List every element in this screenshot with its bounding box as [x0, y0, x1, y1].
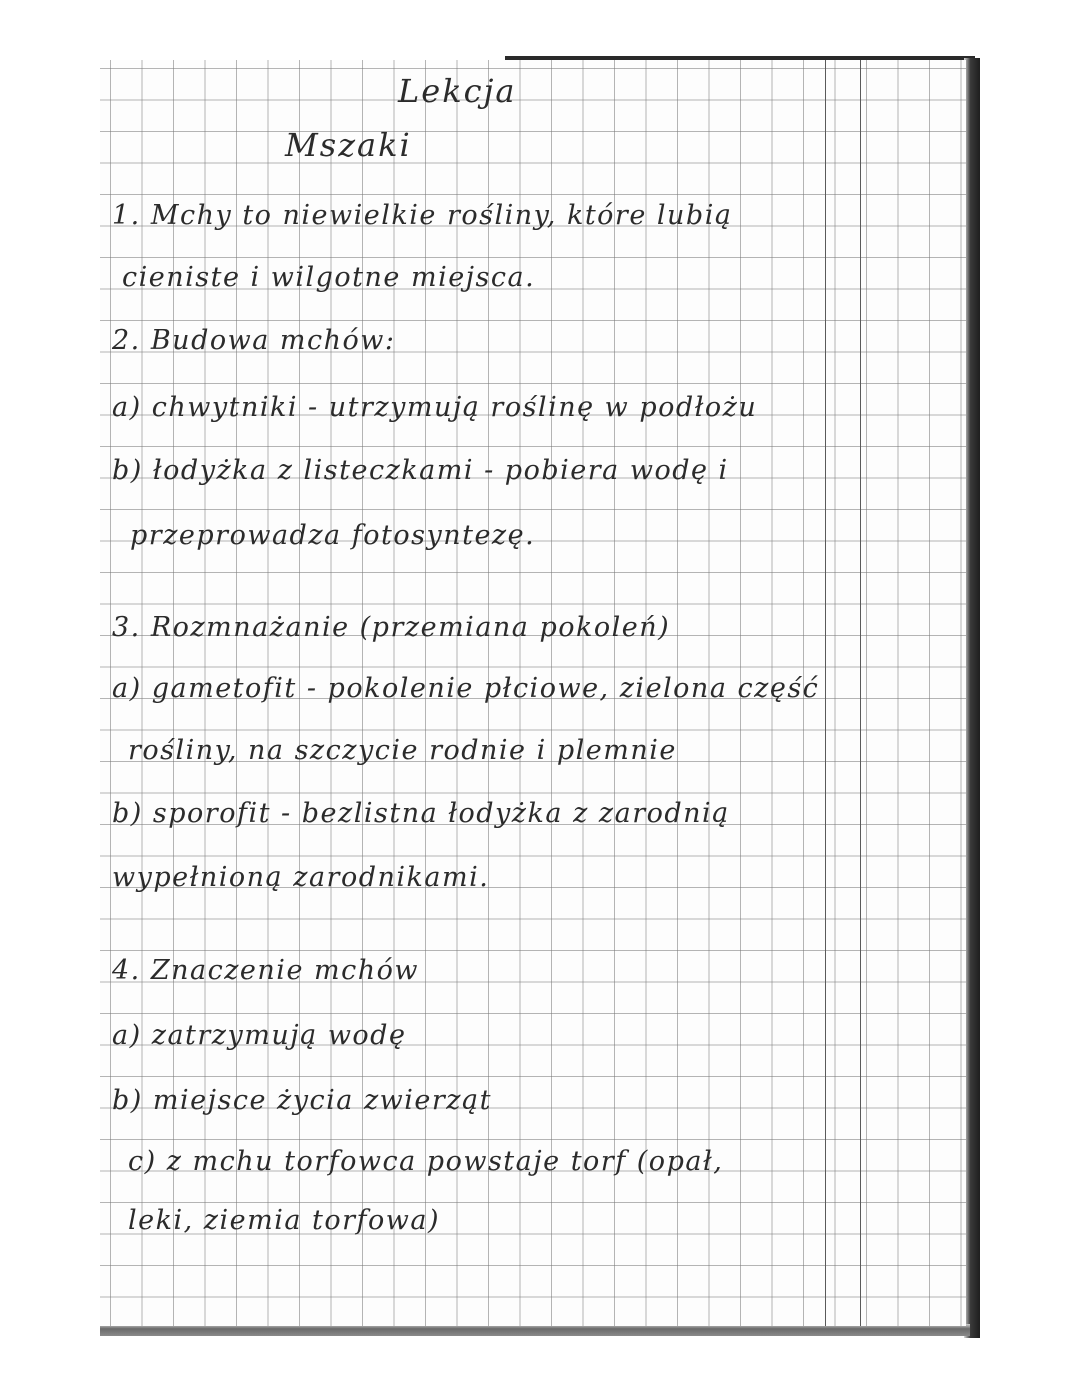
- note-line: leki, ziemia torfowa): [128, 1205, 441, 1236]
- note-line: c) z mchu torfowca powstaje torf (opał,: [128, 1146, 724, 1177]
- note-line: przeprowadza fotosyntezę.: [130, 520, 536, 551]
- note-line: cieniste i wilgotne miejsca.: [122, 262, 536, 293]
- note-line: a) zatrzymują wodę: [112, 1020, 407, 1051]
- note-line: 3. Rozmnażanie (przemiana pokoleń): [112, 612, 671, 643]
- note-line: 2. Budowa mchów:: [112, 325, 396, 356]
- note-line: a) chwytniki - utrzymują roślinę w podłożu: [112, 392, 758, 423]
- note-line: wypełnioną zarodnikami.: [112, 862, 490, 893]
- note-line: 1. Mchy to niewielkie rośliny, które lubią: [112, 200, 733, 231]
- note-line: b) miejsce życia zwierząt: [112, 1085, 492, 1116]
- note-line: b) łodyżka z listeczkami - pobiera wodę i: [112, 455, 729, 486]
- note-topic: Mszaki: [285, 126, 412, 164]
- note-line: 4. Znaczenie mchów: [112, 955, 419, 986]
- note-heading: Lekcja: [398, 72, 517, 110]
- note-line: b) sporofit - bezlistna łodyżka z zarodnią: [112, 798, 730, 829]
- note-line: a) gametofit - pokolenie płciowe, zielona część: [112, 673, 820, 704]
- note-line: rośliny, na szczycie rodnie i plemnie: [128, 735, 677, 766]
